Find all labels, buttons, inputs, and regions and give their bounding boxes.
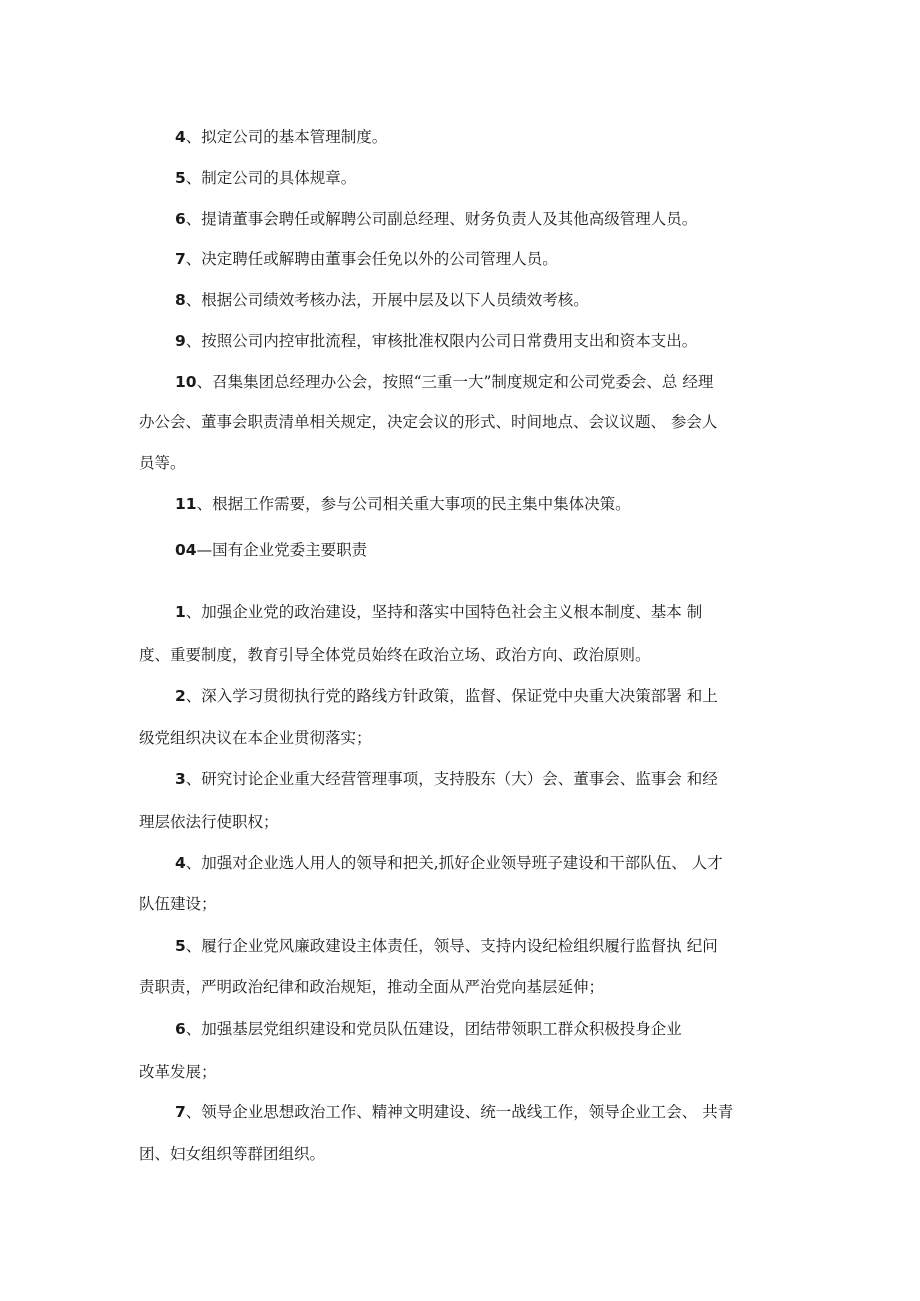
list-item: 6、提请董事会聘任或解聘公司副总经理、财务负责人及其他高级管理人员。	[175, 210, 698, 228]
list-item-continuation: 改革发展；	[139, 1063, 217, 1081]
list-item: 6、加强基层党组织建设和党员队伍建设，团结带领职工群众积极投身企业	[175, 1020, 682, 1038]
list-item: 9、按照公司内控审批流程，审核批准权限内公司日常费用支出和资本支出。	[175, 332, 698, 350]
list-item: 5、履行企业党风廉政建设主体责任，领导、支持内设纪检组织履行监督执 纪问	[175, 937, 718, 955]
list-item: 4、拟定公司的基本管理制度。	[175, 128, 388, 146]
list-item-continuation: 责职责，严明政治纪律和政治规矩，推动全面从严治党向基层延伸；	[139, 978, 605, 996]
list-item: 4、加强对企业选人用人的领导和把关,抓好企业领导班子建设和干部队伍、 人才	[175, 854, 723, 872]
list-item-continuation: 度、重要制度，教育引导全体党员始终在政治立场、政治方向、政治原则。	[139, 646, 651, 664]
list-item: 7、领导企业思想政治工作、精神文明建设、统一战线工作，领导企业工会、 共青	[175, 1103, 734, 1121]
list-item: 11、根据工作需要，参与公司相关重大事项的民主集中集体决策。	[175, 495, 631, 513]
list-item: 5、制定公司的具体规章。	[175, 169, 357, 187]
list-item: 7、决定聘任或解聘由董事会任免以外的公司管理人员。	[175, 250, 558, 268]
list-item: 2、深入学习贯彻执行党的路线方针政策，监督、保证党中央重大决策部署 和上	[175, 687, 718, 705]
list-item-continuation: 员等。	[139, 454, 186, 472]
list-item: 8、根据公司绩效考核办法，开展中层及以下人员绩效考核。	[175, 291, 589, 309]
list-item: 3、研究讨论企业重大经营管理事项，支持股东（大）会、董事会、监事会 和经	[175, 770, 718, 788]
list-item-continuation: 团、妇女组织等群团组织。	[139, 1145, 326, 1163]
list-item-continuation: 理层依法行使职权；	[139, 813, 279, 831]
list-item-continuation: 队伍建设；	[139, 895, 217, 913]
list-item: 10、召集集团总经理办公会，按照“三重一大”制度规定和公司党委会、总 经理	[175, 373, 714, 391]
list-item-continuation: 级党组织决议在本企业贯彻落实；	[139, 729, 372, 747]
section-heading: 04—国有企业党委主要职责	[175, 541, 368, 559]
list-item: 1、加强企业党的政治建设，坚持和落实中国特色社会主义根本制度、基本 制	[175, 603, 703, 621]
list-item-continuation: 办公会、董事会职责清单相关规定，决定会议的形式、时间地点、会议议题、 参会人	[139, 413, 718, 431]
